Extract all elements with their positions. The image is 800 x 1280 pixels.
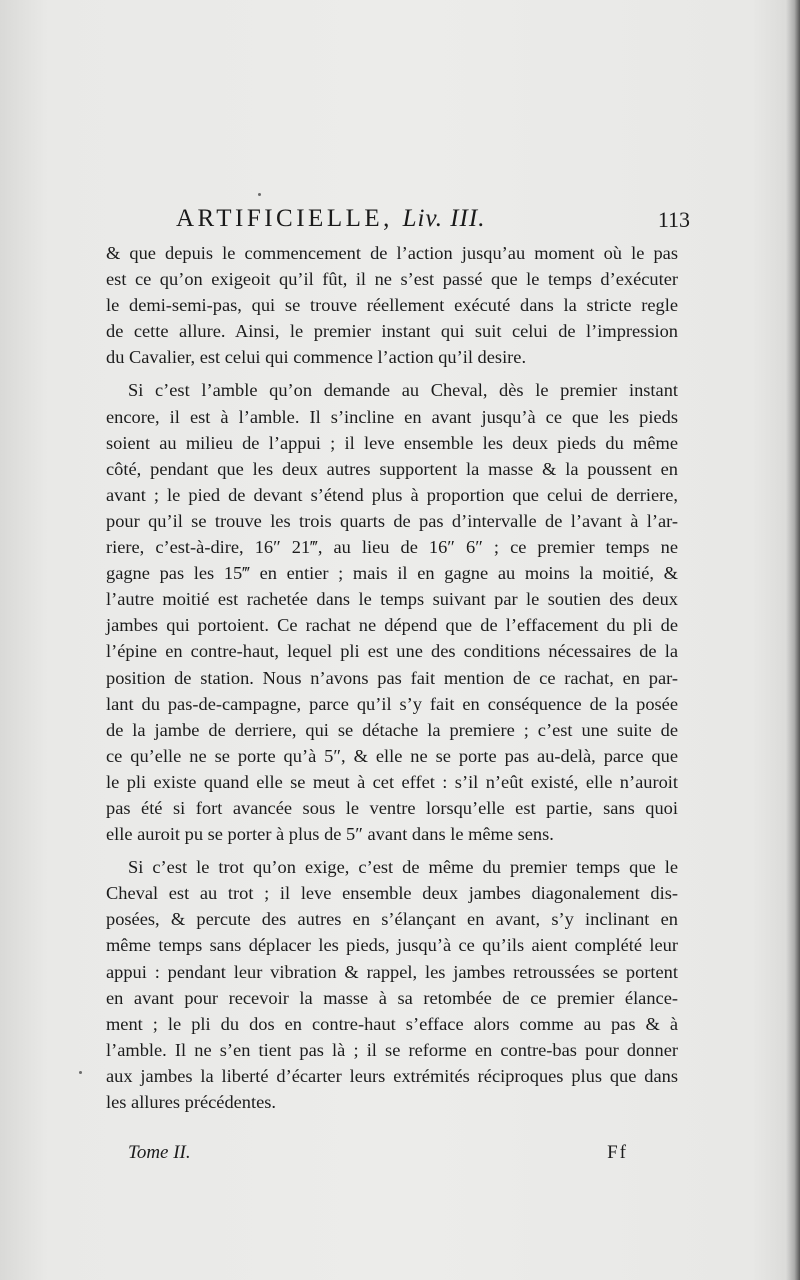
page-footer	[128, 1142, 628, 1172]
text-line: l’amble. Il ne s’en tient pas là ; il se reforme en contre-bas pour donner	[106, 1039, 678, 1060]
text-line: ment ; le pli du dos en contre-haut s’efface alors comme au pas & à	[106, 1013, 678, 1034]
running-head	[176, 205, 485, 233]
text-line: ce qu’elle ne se porte qu’à 5″, & elle ne se porte pas au-delà, parce que	[106, 745, 678, 766]
text-line: encore, il est à l’amble. Il s’incline en avant jusqu’à ce que les pieds	[106, 406, 678, 427]
volume-label: Tome II.	[128, 1142, 191, 1163]
text-line: pour qu’il se trouve les trois quarts de pas d’intervalle de l’avant à l’ar-	[106, 510, 678, 531]
text-line: aux jambes la liberté d’écarter leurs extrémités réciproques plus que dans	[106, 1065, 678, 1086]
text-line: pas été si fort avancée sous le ventre lorsqu’elle est partie, sans quoi	[106, 797, 678, 818]
text-line: lant du pas-de-campagne, parce qu’il s’y fait en conséquence de la posée	[106, 693, 678, 714]
page-number: 113	[657, 207, 690, 232]
page-header	[150, 205, 690, 239]
text-line: côté, pendant que les deux autres supportent la masse & la poussent en	[106, 458, 678, 479]
paragraph-1	[106, 240, 678, 370]
ink-speck	[258, 193, 261, 196]
paragraph-3	[106, 854, 678, 1115]
text-line: les allures précédentes.	[106, 1092, 277, 1112]
text-line: du Cavalier, est celui qui commence l’action qu’il desire.	[106, 347, 527, 368]
text-line: le demi-semi-pas, qui se trouve réellement exécuté dans la stricte regle	[106, 295, 678, 316]
text-line: soient au milieu de l’appui ; il leve ensemble les deux pieds du même	[106, 432, 678, 453]
text-line: de cette allure. Ainsi, le premier instant qui suit celui de l’impression	[106, 321, 678, 342]
text-line: Si c’est le trot qu’on exige, c’est de même du premier temps que le	[128, 857, 678, 878]
text-line: position de station. Nous n’avons pas fait mention de ce rachat, en par-	[106, 667, 678, 688]
text-line: est ce qu’on exigeoit qu’il fût, il ne s’est passé que le temps d’exécuter	[106, 269, 678, 290]
text-line: & que depuis le commencement de l’action jusqu’au moment où le pas	[106, 243, 678, 263]
text-line: appui : pendant leur vibration & rappel, les jambes retroussées se portent	[106, 961, 678, 982]
text-line: posées, & percute des autres en s’élançant en avant, s’y inclinant en	[106, 909, 678, 930]
page-edge-shadow	[786, 0, 800, 1280]
text-line: l’autre moitié est rachetée dans le temps suivant par le soutien des deux	[106, 589, 678, 610]
text-line: jambes qui portoient. Ce rachat ne dépend que de l’effacement du pli de	[106, 615, 678, 636]
text-line: même temps sans déplacer les pieds, jusqu’à ce qu’ils aient complété leur	[106, 935, 678, 956]
running-head-title: ARTIFICIELLE,	[176, 205, 393, 232]
gathering-signature: Ff	[607, 1142, 628, 1163]
text-line: en avant pour recevoir la masse à sa retombée de ce premier élance-	[106, 987, 678, 1008]
text-line: gagne pas les 15‴ en entier ; mais il en gagne au moins la moitié, &	[106, 563, 678, 584]
text-line: Si c’est l’amble qu’on demande au Cheval, dès le premier instant	[128, 380, 678, 401]
text-line: le pli existe quand elle se meut à cet effet : s’il n’eût existé, elle n’auroit	[106, 771, 678, 792]
text-line: elle auroit pu se porter à plus de 5″ avant dans le même sens.	[106, 824, 554, 845]
paragraph-2	[106, 377, 678, 847]
ink-speck	[79, 1071, 82, 1074]
body-text	[106, 240, 678, 1115]
text-line: l’épine en contre-haut, lequel pli est une des conditions nécessaires de la	[106, 641, 678, 662]
text-line: avant ; le pied de devant s’étend plus à proportion que celui de derriere,	[106, 484, 678, 505]
running-head-book: Liv. III.	[402, 205, 486, 232]
text-line: riere, c’est-à-dire, 16″ 21‴, au lieu de 16″ 6″ ; ce premier temps ne	[106, 537, 678, 558]
text-line: de la jambe de derriere, qui se détache la premiere ; c’est une suite de	[106, 719, 678, 740]
text-line: Cheval est au trot ; il leve ensemble deux jambes diagonalement dis-	[106, 883, 678, 904]
